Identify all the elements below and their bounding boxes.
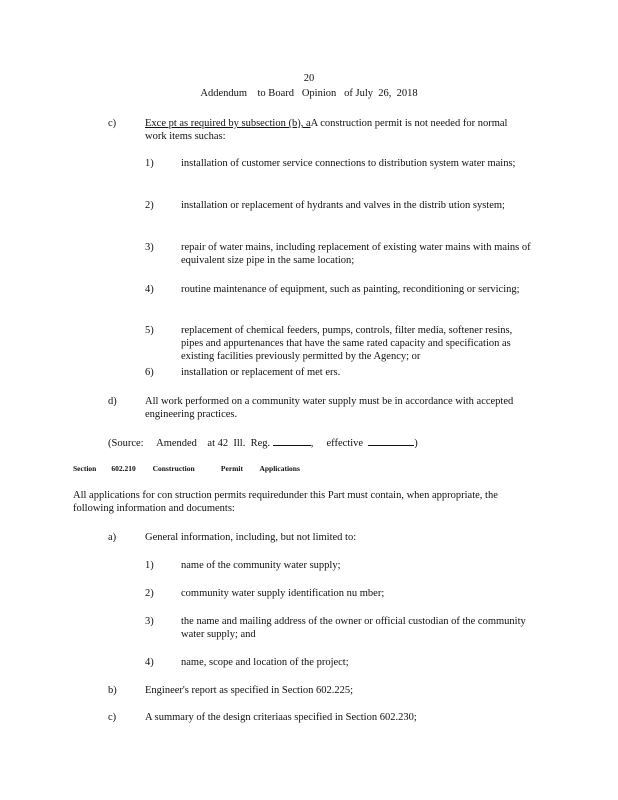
clause-c-item-4-text: routine maintenance of equipment, such as painting, reconditioning or servicing; — [181, 284, 520, 295]
clause-d-label: d) — [108, 396, 117, 407]
section-intro: All applications for con struction permits requiredunder this Part must contain, when appropriate, the following information and documents: — [73, 490, 498, 514]
clause-a-item-3-number: 3) — [145, 616, 154, 627]
clause-a-item-1-number: 1) — [145, 560, 154, 571]
clause-c-item-3-text: repair of water mains, including replacement of existing water mains with mains of equivalent size pipe in the same location; — [181, 242, 531, 266]
clause-c-item-6-text: installation or replacement of met ers. — [181, 367, 341, 378]
section-title: Construction Permit Applications — [152, 464, 300, 473]
clause-c-item-5-number: 5) — [145, 325, 154, 336]
clause-c-item-5-text: replacement of chemical feeders, pumps, controls, filter media, softener resins, pipes and appurtenances that have the same rated capacity and specification as existing facilities previously permitted by the Agency; or — [181, 325, 513, 362]
source-blank-effective — [368, 436, 414, 446]
clause-a-text: General information, including, but not limited to: — [145, 532, 357, 543]
clause-c-rest: A construction permit is not needed for normal work items suchas: — [145, 118, 508, 142]
clause-c-label: c) — [108, 118, 117, 129]
source-text-3: ) — [414, 438, 418, 449]
clause-c-item-1-text: installation of customer service connections to distribution system water mains; — [181, 158, 516, 169]
section-heading — [73, 462, 300, 475]
clause-a-label: a) — [108, 532, 117, 543]
source-note — [108, 436, 418, 450]
clause-c2-label: c) — [108, 712, 117, 723]
clause-c-item-2-text: installation or replacement of hydrants and valves in the distrib ution system; — [181, 200, 505, 211]
clause-c-item-1-number: 1) — [145, 158, 154, 169]
source-text-1: (Source: Amended at 42 Ill. Reg. — [108, 438, 271, 449]
clause-c2-text: A summary of the design criteriaas specified in Section 602.230; — [145, 712, 417, 723]
clause-c-item-4-number: 4) — [145, 284, 154, 295]
source-text-2: , effective — [310, 438, 364, 449]
clause-c-item-3-number: 3) — [145, 242, 154, 253]
page-number: 20 — [303, 73, 315, 84]
clause-c-item-6-number: 6) — [145, 367, 154, 378]
section-number: Section 602.210 — [73, 464, 136, 473]
clause-b-text: Engineer's report as specified in Section 602.225; — [145, 685, 354, 696]
clause-b-label: b) — [108, 685, 117, 696]
source-blank-reg — [273, 436, 311, 446]
clause-a-item-2-number: 2) — [145, 588, 154, 599]
page-title: Addendum to Board Opinion of July 26, 2018 — [200, 88, 418, 99]
clause-a-item-2-text: community water supply identification nu mber; — [181, 588, 385, 599]
clause-c-underlined: Exce pt as required by subsection (b), a — [145, 118, 311, 129]
clause-a-item-3-text: the name and mailing address of the owner or official custodian of the community water supply; and — [181, 616, 526, 640]
clause-a-item-4-number: 4) — [145, 657, 154, 668]
clause-c-text — [145, 117, 525, 143]
clause-c-item-2-number: 2) — [145, 200, 154, 211]
clause-a-item-4-text: name, scope and location of the project; — [181, 657, 349, 668]
clause-a-item-1-text: name of the community water supply; — [181, 560, 341, 571]
clause-d-text: All work performed on a community water supply must be in accordance with accepted engineering practices. — [145, 396, 514, 420]
